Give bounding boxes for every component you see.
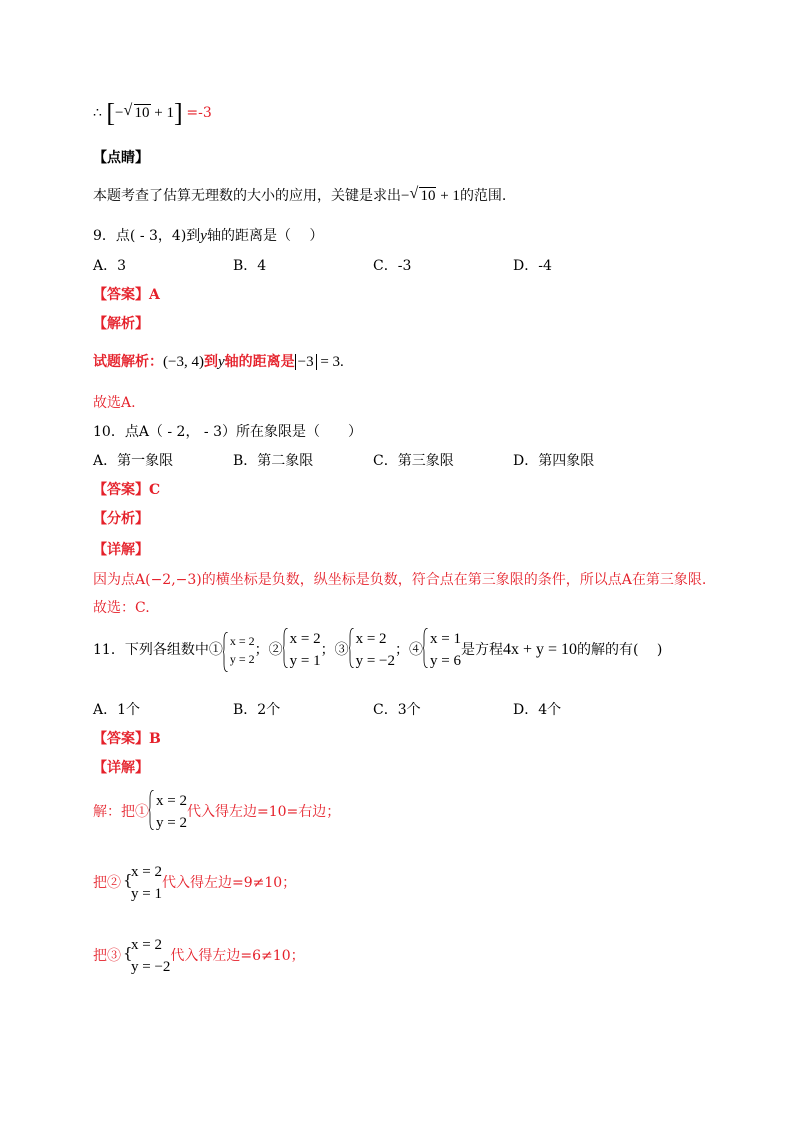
system-3: x = 2 y = −2 bbox=[349, 628, 395, 672]
equation: 4x + y = 10 bbox=[502, 641, 578, 658]
q11-option-b: B．2个 bbox=[233, 702, 281, 718]
question-9: 9．点( - 3，4)到y轴的距离是（ ） bbox=[93, 228, 324, 244]
summary-line: 本题考查了估算无理数的大小的应用，关键是求出− √ 10 + 1的范围. bbox=[93, 185, 507, 204]
heading-dianjing: 【点睛】 bbox=[93, 150, 149, 166]
question-11: 11．下列各组数中① x = 2 y = 2 ；② x = 2 y = 1 ；③ x = 2 y = −2 ；④ x = 1 y = 6 是方程4x + y = 10的解的有( ) bbox=[93, 626, 662, 674]
q10-option-a: A．第一象限 bbox=[93, 453, 174, 469]
q10-option-c: C．第三象限 bbox=[373, 453, 454, 469]
q9-answer: 【答案】A bbox=[93, 287, 160, 303]
system-4: x = 1 y = 6 bbox=[423, 628, 461, 672]
system-1: x = 2 y = 2 bbox=[223, 632, 255, 668]
q11-option-d: D．4个 bbox=[513, 702, 562, 718]
solution-1-system: x = 2 y = 2 bbox=[149, 790, 187, 834]
conclusion-line bbox=[93, 98, 212, 128]
q11-answer: 【答案】B bbox=[93, 731, 161, 747]
q10-detail-title: 【详解】 bbox=[93, 542, 149, 558]
q11-option-a: A．1个 bbox=[93, 702, 141, 718]
system-2: x = 2 y = 1 bbox=[283, 628, 321, 672]
q9-option-a: A．3 bbox=[93, 258, 127, 274]
q9-option-c: C．-3 bbox=[373, 258, 412, 274]
q11-option-c: C．3个 bbox=[373, 702, 421, 718]
q11-solution-2: 把② { x = 2 y = 1 代入得左边=9≠10； bbox=[93, 860, 296, 906]
q10-option-d: D．第四象限 bbox=[513, 453, 595, 469]
question-10: 10．点A（ - 2， - 3）所在象限是（ ） bbox=[93, 424, 363, 440]
q9-option-b: B．4 bbox=[233, 258, 267, 274]
q11-solution-3: 把③ { x = 2 y = −2 代入得左边=6≠10； bbox=[93, 933, 305, 979]
therefore-symbol: ∴ bbox=[93, 105, 102, 121]
result: =-3 bbox=[186, 105, 212, 121]
floor-expression: [− √ 10 + 1] bbox=[106, 98, 183, 128]
q9-conclusion: 故选A. bbox=[93, 395, 136, 411]
q9-analysis-title: 【解析】 bbox=[93, 316, 149, 332]
summary-expression: − √ 10 + 1 bbox=[401, 185, 460, 204]
q11-solution-1: 解：把① x = 2 y = 2 代入得左边=10=右边； bbox=[93, 788, 340, 836]
q10-option-b: B．第二象限 bbox=[233, 453, 314, 469]
q10-detail: 因为点A(−2,−3)的横坐标是负数，纵坐标是负数，符合点在第三象限的条件，所以点A在第三象限. bbox=[93, 572, 707, 588]
q9-analysis: 试题解析：(−3, 4)到y轴的距离是 −3 = 3. bbox=[93, 354, 344, 370]
solution-2-system: { x = 2 y = 1 bbox=[123, 864, 162, 902]
q10-answer: 【答案】C bbox=[93, 482, 161, 498]
solution-3-system: { x = 2 y = −2 bbox=[123, 937, 171, 975]
q9-option-d: D．-4 bbox=[513, 258, 552, 274]
q10-conclusion: 故选：C. bbox=[93, 600, 150, 616]
q11-detail-title: 【详解】 bbox=[93, 760, 149, 776]
q10-fenxi-title: 【分析】 bbox=[93, 511, 149, 527]
